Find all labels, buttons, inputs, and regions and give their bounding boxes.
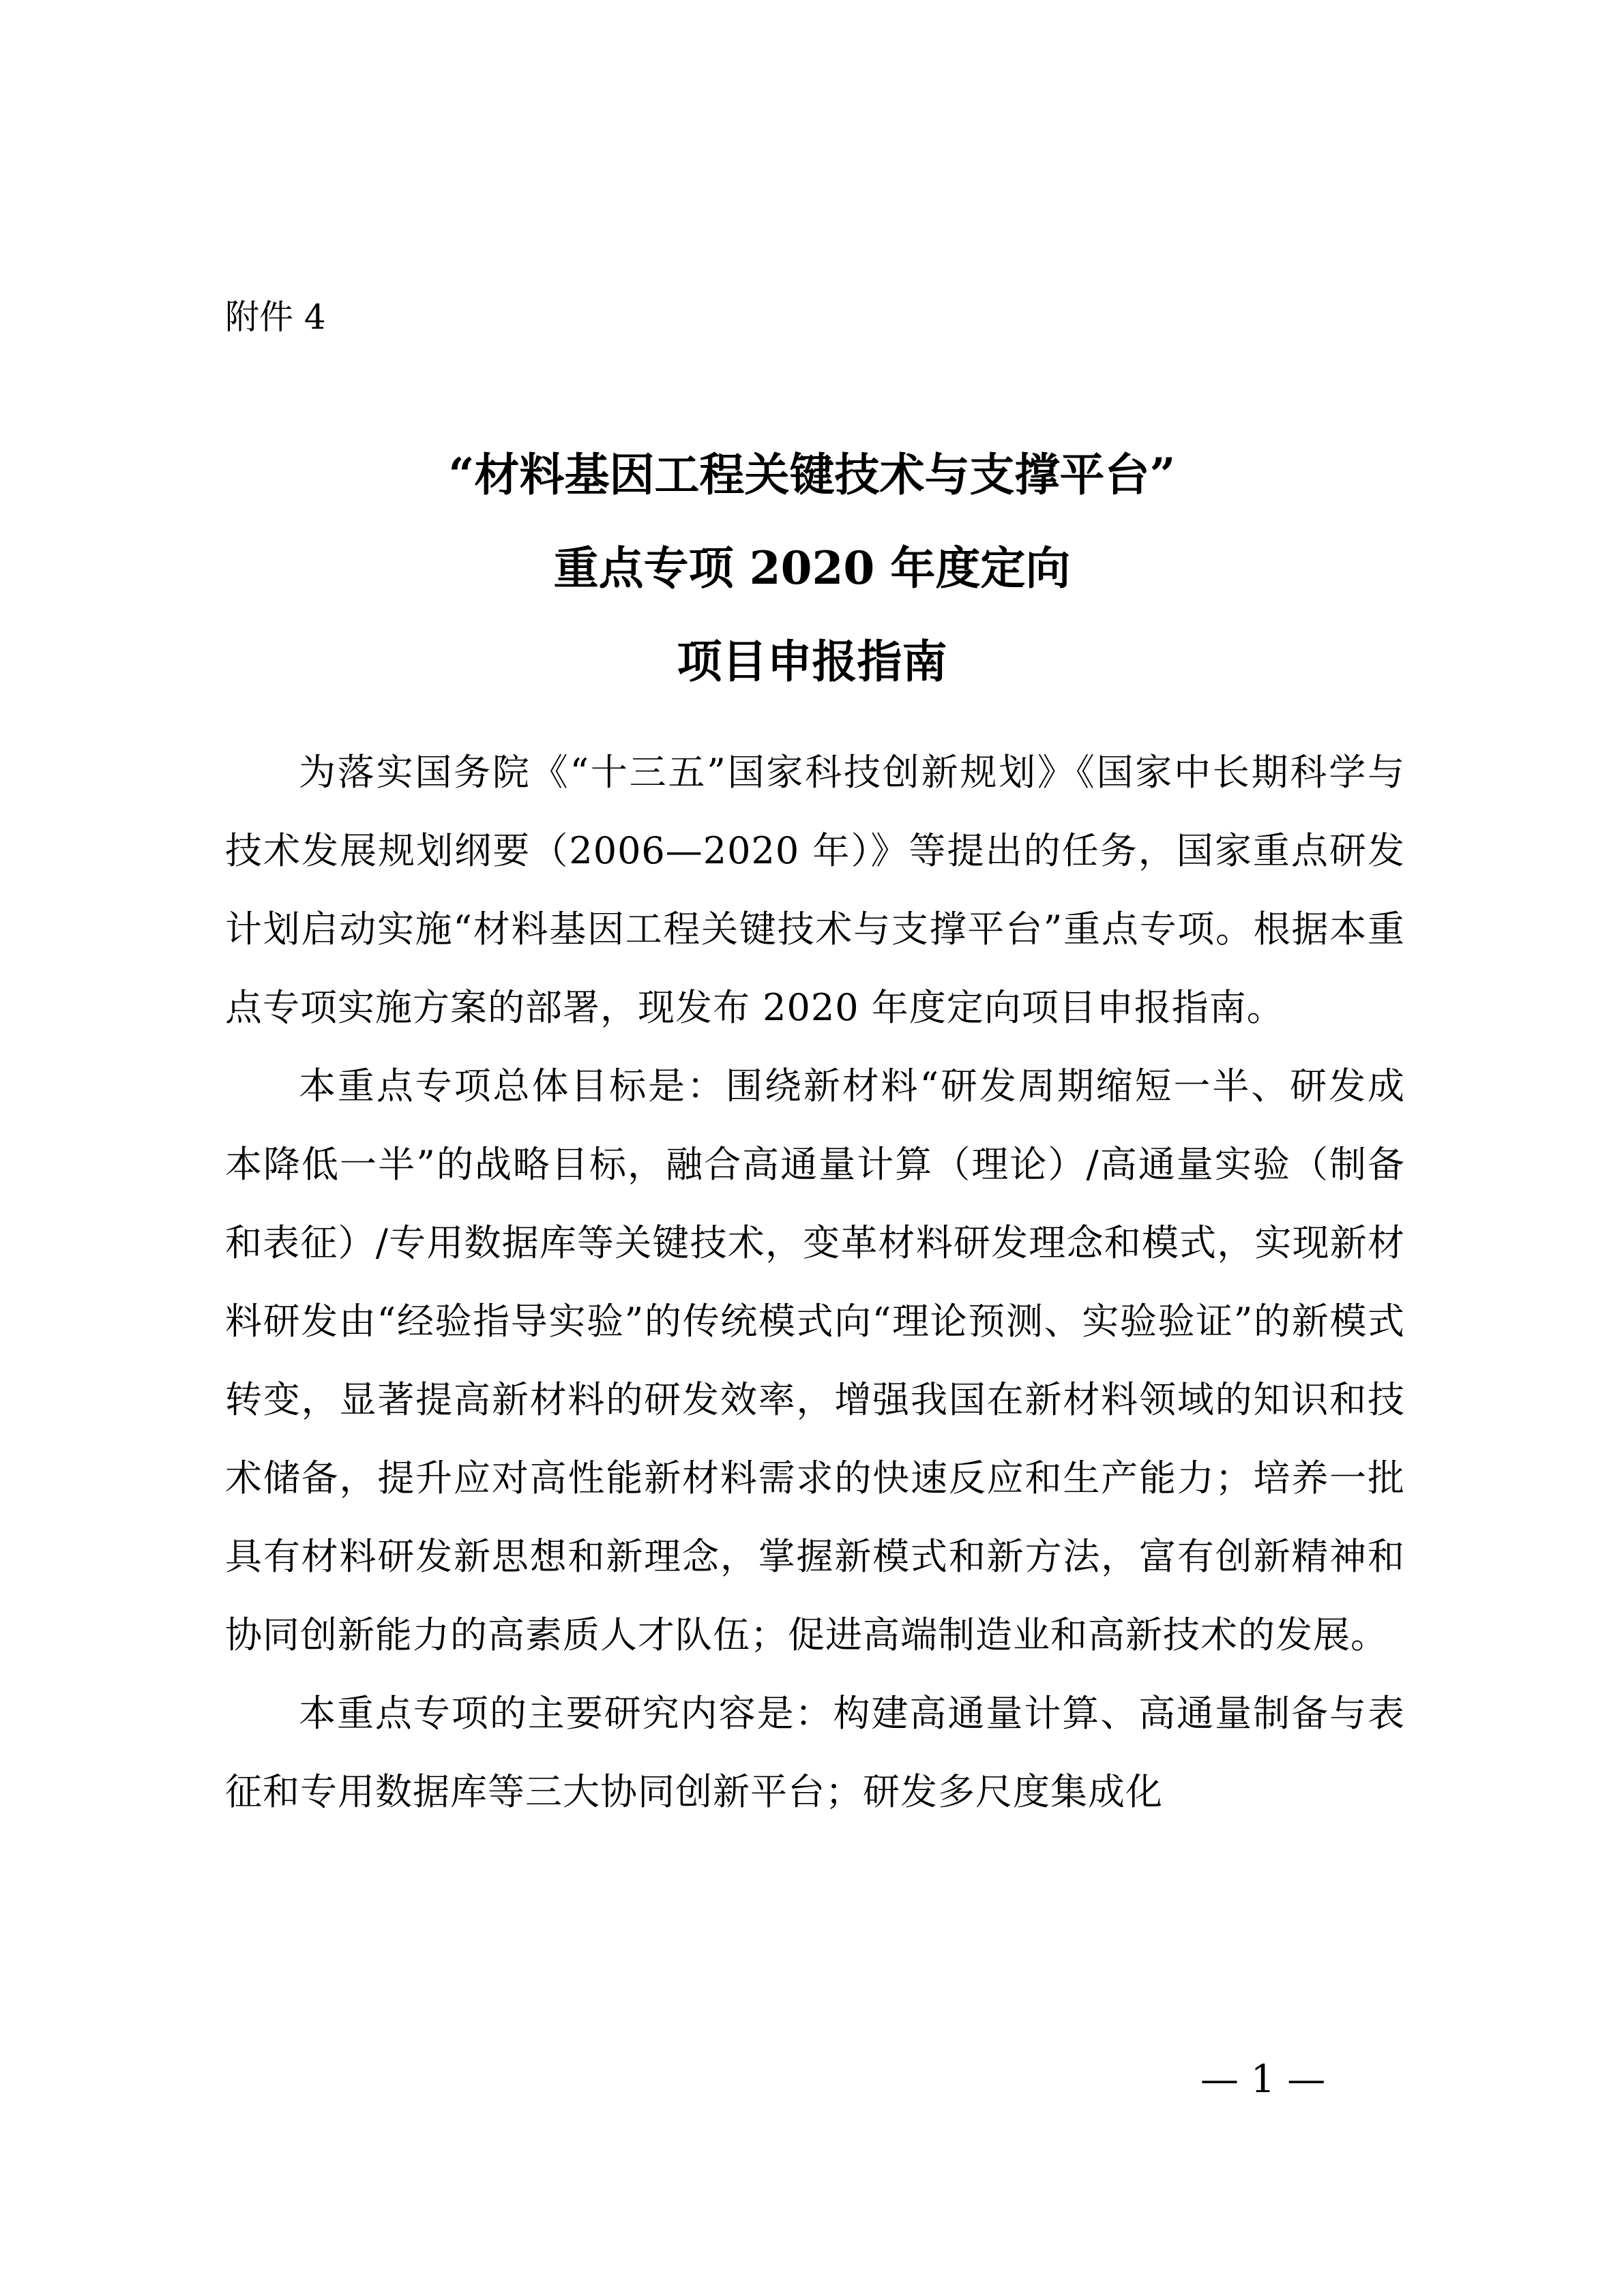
attachment-label: 附件 4 (225, 297, 326, 337)
paragraph-overall-goal: 本重点专项总体目标是：围绕新材料“研发周期缩短一半、研发成本降低一半”的战略目标，融合高通量计算（理论）/高通量实验（制备和表征）/专用数据库等关键技术，变革材料研发理念和模式，实现新材料研发由“经验指导实验”的传统模式向“理论预测、实验验证”的新模式转变，显著提高新材料的研发效率，增强我国在新材料领域的知识和技术储备，提升应对高性能新材料需求的快速反应和生产能力；培养一批具有材料研发新思想和新理念，掌握新模式和新方法，富有创新精神和协同创新能力的高素质人才队伍；促进高端制造业和高新技术的发展。 (225, 1064, 1405, 1656)
paragraph-intro: 为落实国务院《“十三五”国家科技创新规划》《国家中长期科学与技术发展规划纲要（2006—2020 年）》等提出的任务，国家重点研发计划启动实施“材料基因工程关键技术与支撑平台”重点专项。根据本重点专项实施方案的部署，现发布 2020 年度定向项目申报指南。 (225, 751, 1405, 1029)
title-line-3: 项目申报指南 (677, 635, 947, 688)
title-line-2: 重点专项 2020 年度定向 (553, 541, 1071, 595)
paragraph-research-content: 本重点专项的主要研究内容是：构建高通量计算、高通量制备与表征和专用数据库等三大协同创新平台；研发多尺度集成化 (225, 1692, 1405, 1813)
page-number: — 1 — (1200, 2057, 1326, 2102)
document-title (0, 428, 1624, 709)
document-body (225, 733, 1405, 1831)
title-line-1: “材料基因工程关键技术与支撑平台” (448, 448, 1176, 501)
